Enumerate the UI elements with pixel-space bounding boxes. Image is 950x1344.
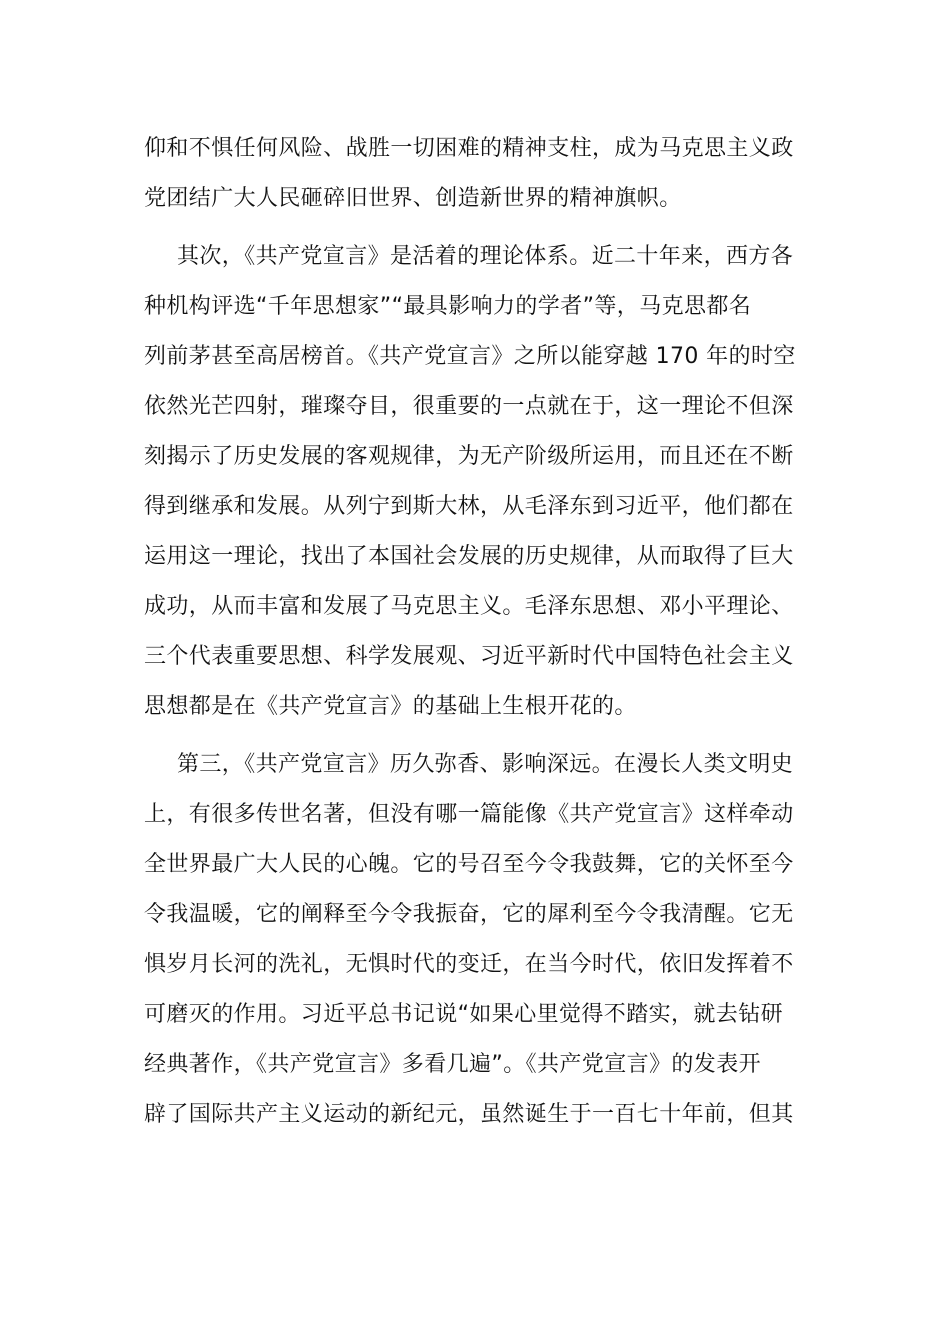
text-line: 全世界最广大人民的心魄。它的号召至今令我鼓舞，它的关怀至今 <box>144 852 794 877</box>
text-line: 运用这一理论，找出了本国社会发展的历史规律，从而取得了巨大 <box>144 544 794 569</box>
text-line: 种机构评选“千年思想家”“最具影响力的学者”等，马克思都名 <box>144 294 752 319</box>
document-body <box>144 124 808 1140</box>
text-line: 三个代表重要思想、科学发展观、习近平新时代中国特色社会主义 <box>144 644 794 669</box>
text-line: 得到继承和发展。从列宁到斯大林，从毛泽东到习近平，他们都在 <box>144 494 794 519</box>
text-line: 第三，《共产党宣言》历久弥香、影响深远。在漫长人类文明史 <box>177 752 794 777</box>
paragraph-1 <box>144 124 808 224</box>
text-line: 惧岁月长河的洗礼，无惧时代的变迁，在当今时代，依旧发挥着不 <box>144 952 794 977</box>
paragraph-spacer <box>144 732 808 740</box>
text-line: 党团结广大人民砸碎旧世界、创造新世界的精神旗帜。 <box>144 186 682 211</box>
paragraph-2 <box>144 232 808 732</box>
paragraph-3 <box>144 740 808 1140</box>
text-line: 经典著作，《共产党宣言》多看几遍”。《共产党宣言》的发表开 <box>144 1052 761 1077</box>
paragraph-spacer <box>144 224 808 232</box>
text-line: 辟了国际共产主义运动的新纪元，虽然诞生于一百七十年前，但其 <box>144 1102 794 1127</box>
text-line: 依然光芒四射，璀璨夺目，很重要的一点就在于，这一理论不但深 <box>144 394 794 419</box>
text-line: 令我温暖，它的阐释至今令我振奋，它的犀利至今令我清醒。它无 <box>144 902 794 927</box>
text-line: 思想都是在《共产党宣言》的基础上生根开花的。 <box>144 694 637 719</box>
text-line: 仰和不惧任何风险、战胜一切困难的精神支柱，成为马克思主义政 <box>144 136 794 161</box>
text-line: 成功，从而丰富和发展了马克思主义。毛泽东思想、邓小平理论、 <box>144 594 794 619</box>
text-line: 刻揭示了历史发展的客观规律，为无产阶级所运用，而且还在不断 <box>144 444 794 469</box>
text-line: 可磨灭的作用。习近平总书记说“如果心里觉得不踏实，就去钻研 <box>144 1002 783 1027</box>
text-line: 其次，《共产党宣言》是活着的理论体系。近二十年来，西方各 <box>177 244 794 269</box>
text-line: 上，有很多传世名著，但没有哪一篇能像《共产党宣言》这样牵动 <box>144 802 794 827</box>
text-line: 列前茅甚至高居榜首。《共产党宣言》之所以能穿越 170 年的时空 <box>144 344 796 369</box>
